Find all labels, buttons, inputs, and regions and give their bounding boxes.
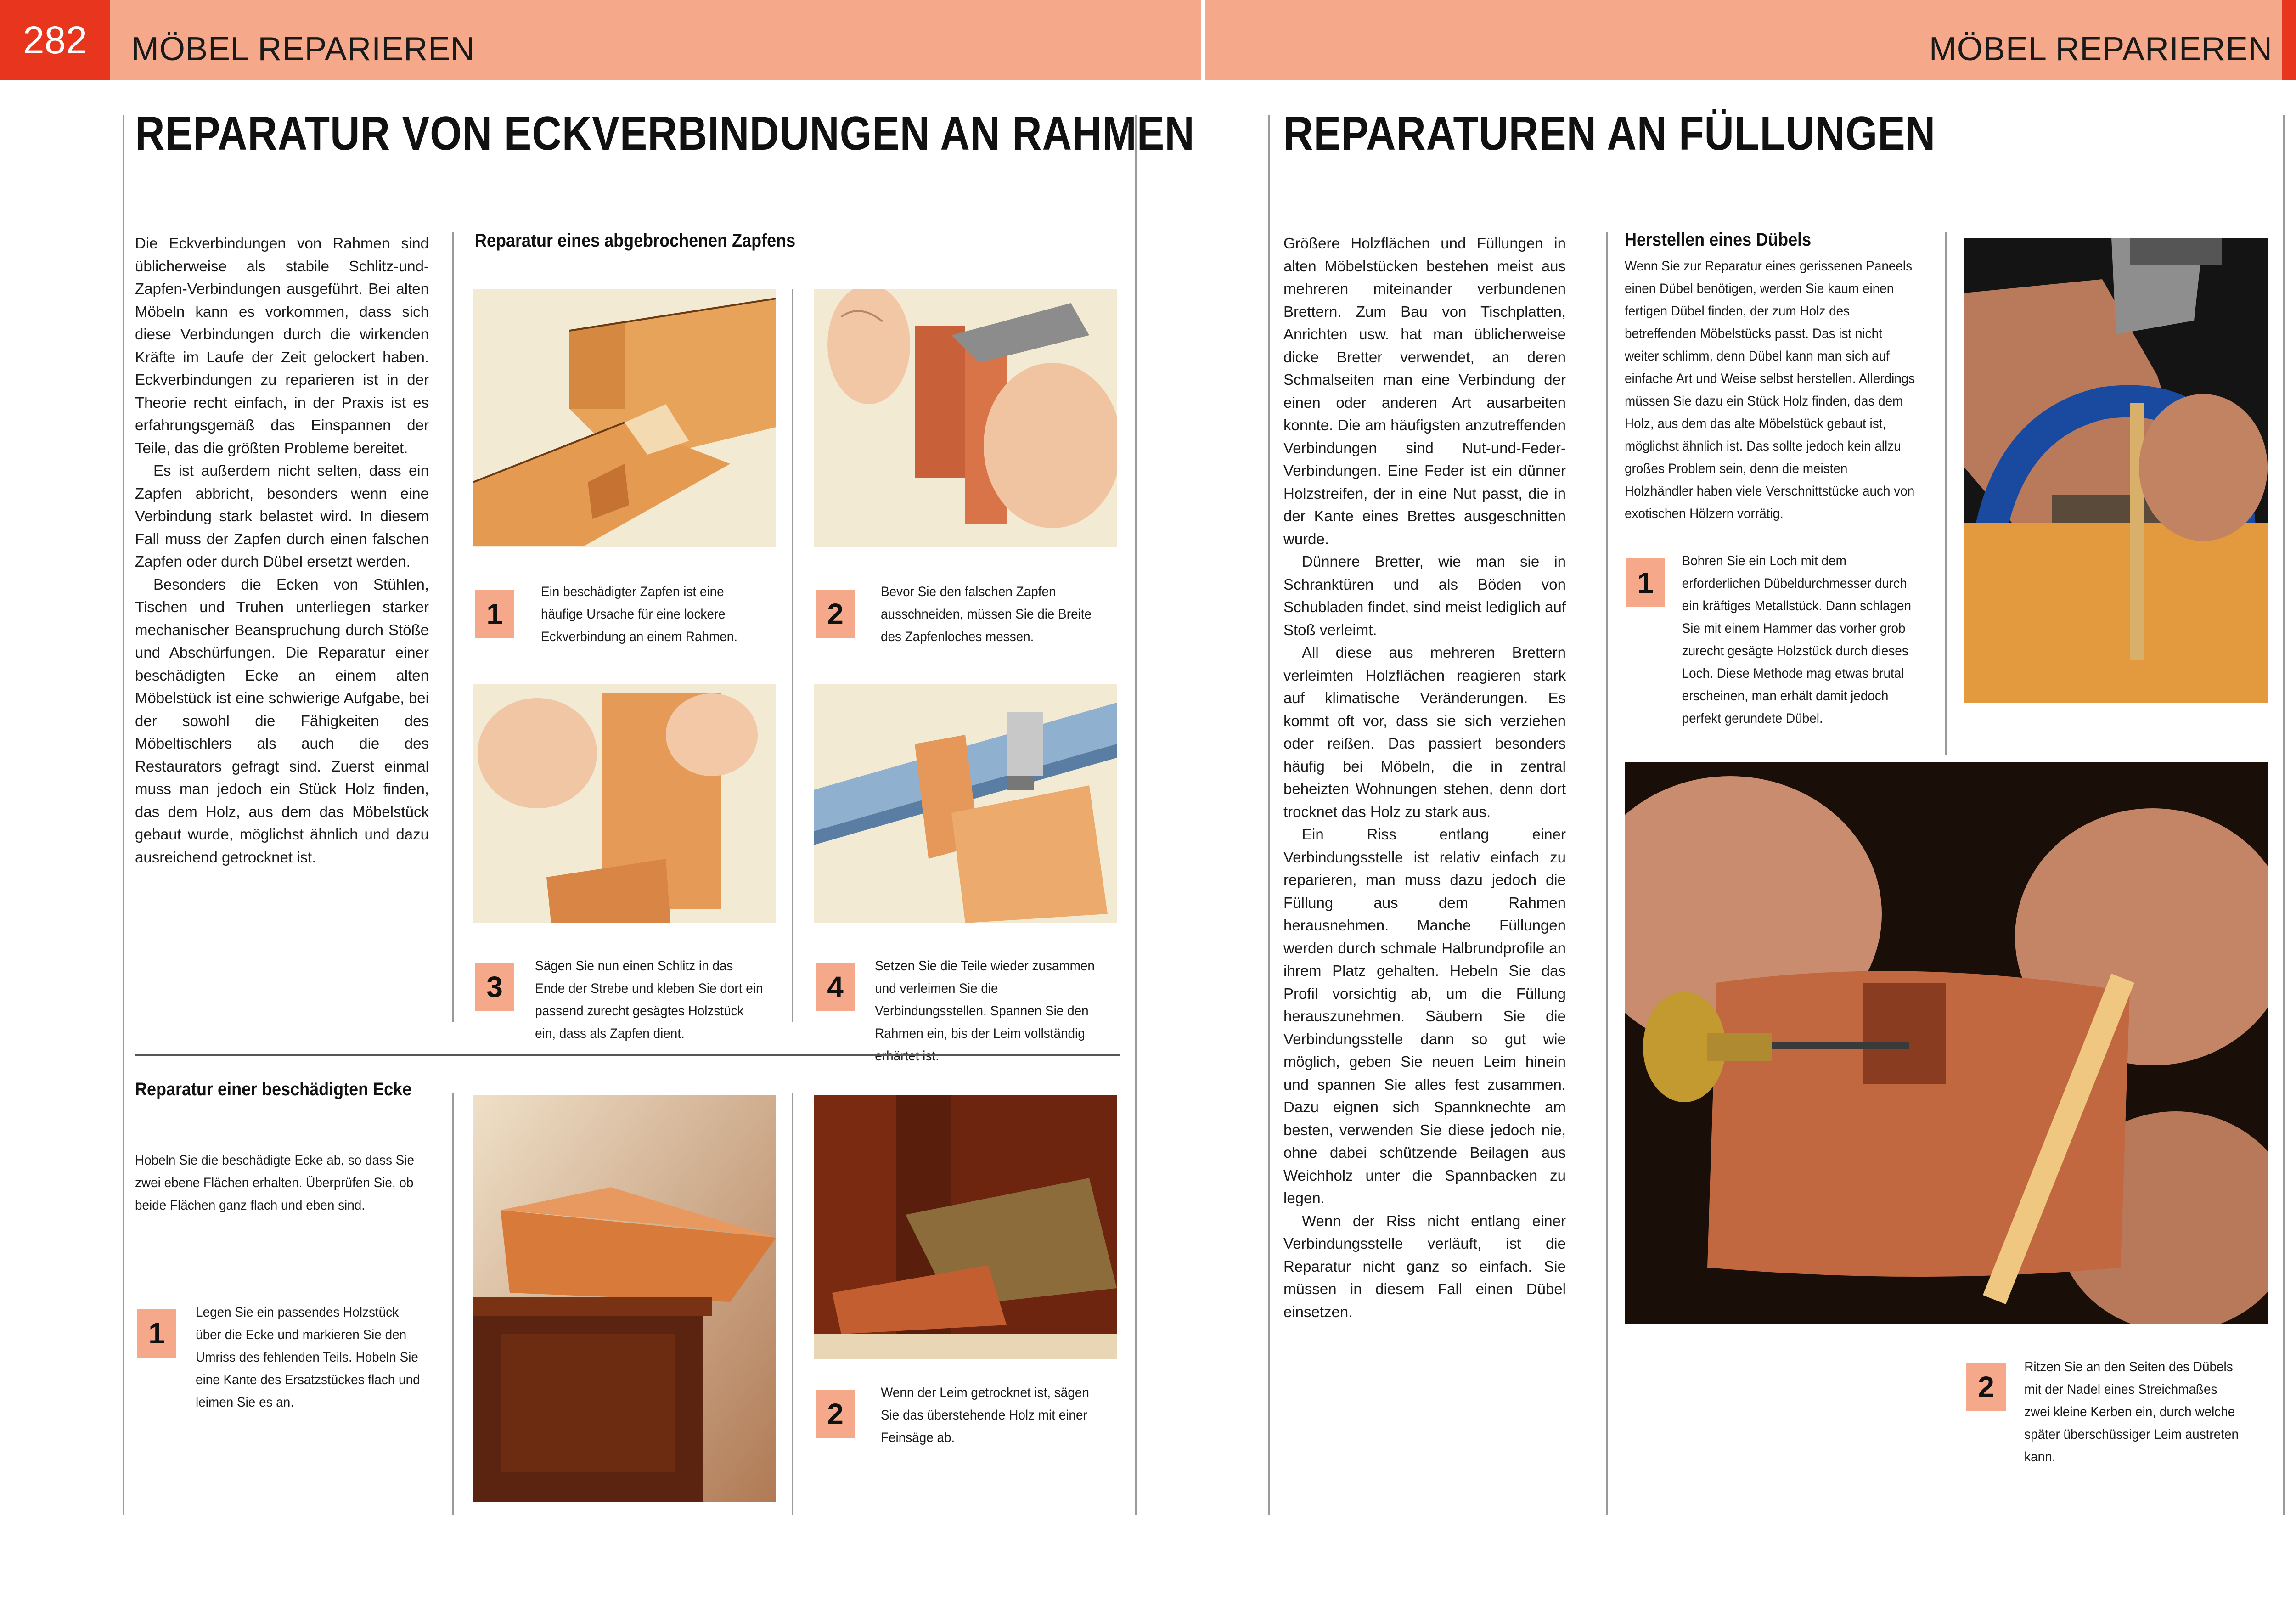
step-badge: 4	[816, 963, 855, 1011]
paragraph: Besonders die Ecken von Stühlen, Tischen und Truhen unterliegen starker mechanischer Beanspruchung durch Stöße und Abschürfungen. Die Reparatur einer beschädigten Ecke an einem alten Möbelstück ist eine schwierige Aufgabe, bei der sowohl die Fähigkeiten des Möbeltischlers als auch die des Restaurators gefragt sind. Zuerst einmal muss man jedoch ein Stück Holz finden, das dem Holz, aus dem das Möbelstück gebaut wurde, möglichst ähnlich und dazu ausreichend getrocknet ist.	[135, 575, 429, 866]
paragraph: All diese aus mehreren Brettern verleimten Holzflächen reagieren stark auf klimatische Veränderungen. Es kommt oft vor, dass sie sich verziehen oder reißen. Das passiert besonders häufig bei Möbeln, die in zentral beheizten Wohnungen stehen, denn dort trocknet das Holz zu stark aus.	[1283, 644, 1566, 820]
left-intro-text	[135, 232, 429, 868]
tenon-step-4-text: Setzen Sie die Teile wieder zusammen und verleimen Sie die Verbindungsstellen. Spannen Sie den Rahmen ein, bis der Leim vollständig	[875, 958, 1095, 1041]
dowel-section-heading: Herstellen eines Dübels	[1625, 230, 1812, 250]
photo-saw-excess	[814, 1095, 1117, 1359]
corner-step-2-caption: Wenn der Leim getrocknet ist, sägen Sie das überstehende Holz mit einer Feinsäge ab.	[881, 1385, 1089, 1445]
left-page-title: REPARATUR VON ECKVERBINDUNGEN AN RAHMEN	[135, 107, 1195, 160]
paragraph: Ein Riss entlang einer Verbindungsstelle ist relativ einfach zu reparieren, man muss dazu jedoch die Füllung aus dem Rahmen herausnehmen. Manche Füllungen werden durch schmale Halbrundprofile an ihrem Platz gehalten. Hebeln Sie das Profil vorsichtig ab, um die Füllung herauszunehmen. Säubern Sie die Verbindungsstelle dann so gut wie möglich, geben Sie neuen Leim hinein und spannen Sie alles fest zusammen. Dazu eignen sich Spannknechte am besten, verwenden Sie diese jedoch nie, ohne dabei schützende Beilagen aus Weichholz unter die Spannbacken zu legen.	[1283, 826, 1566, 1206]
tenon-step-3-caption	[456, 955, 764, 1045]
corner-intro-text: Hobeln Sie die beschädigte Ecke ab, so dass Sie zwei ebene Flächen erhalten. Überprüfen Sie, ob beide Flächen ganz flach und eben sind.	[135, 1153, 414, 1213]
left-page-gutter-rule	[1135, 115, 1137, 1515]
section-title-right: MÖBEL REPARIEREN	[1929, 31, 2273, 68]
column-rule	[1945, 232, 1947, 755]
photo-marking-gauge	[1625, 762, 2268, 1324]
column-rule	[1606, 232, 1608, 1515]
column-rule	[792, 289, 793, 1022]
step-badge: 1	[137, 1309, 176, 1358]
column-rule	[452, 1093, 454, 1515]
column-rule	[452, 232, 454, 1022]
step-badge: 2	[816, 590, 855, 638]
step-badge: 2	[1966, 1363, 2006, 1411]
left-page-outer-rule	[123, 115, 124, 1515]
right-page-outer-rule	[2283, 115, 2285, 1515]
dowel-intro-text: Wenn Sie zur Reparatur eines gerissenen Paneels einen Dübel benötigen, werden Sie kaum einen fertigen Dübel finden, der zum Holz des betreffenden Möbelstücks passt. Das ist nicht weiter schlimm, denn Dübel kann man sich auf einfache Art und Weise selbst herstellen. Allerdings müssen Sie dazu ein Stück Holz finden, das dem Holz, aus dem das alte Möbelstück gebaut ist, möglichst ähnlich ist. Das sollte jedoch kein allzu großes Problem sein, denn die meisten Holzhändler haben viele Verschnittstücke auch von exotischen Hölzern vorrätig.	[1625, 259, 1915, 521]
page-number-right	[2282, 0, 2296, 80]
step-badge: 3	[475, 963, 514, 1011]
dowel-step-2-text: Ritzen Sie an den Seiten des Dübels mit der Nadel eines Streichmaßes zwei kleine Kerben ein, durch welche später überschüssiger Leim austreten kann.	[2024, 1359, 2239, 1465]
tenon-section-heading: Reparatur eines abgebrochenen Zapfens	[475, 231, 796, 251]
dowel-step-2-caption	[1964, 1356, 2246, 1468]
step-badge: 1	[475, 590, 514, 638]
paragraph: Dünnere Bretter, wie man sie in Schranktüren und als Böden von Schubladen findet, sind meist lediglich auf Stoß verleimt.	[1283, 553, 1566, 638]
column-rule	[792, 1093, 793, 1515]
paragraph: Wenn der Riss nicht entlang einer Verbindungsstelle verläuft, ist die Reparatur nicht ganz so einfach. Sie müssen in diesem Fall einen Dübel einsetzen.	[1283, 1212, 1566, 1320]
right-page-gutter-rule	[1268, 115, 1270, 1515]
right-page-title: REPARATUREN AN FÜLLUNGEN	[1283, 107, 1936, 160]
section-divider	[135, 1054, 1120, 1056]
corner-step-1-caption	[135, 1301, 425, 1414]
step-badge: 2	[816, 1390, 855, 1438]
tenon-step-1-caption: Ein beschädigter Zapfen ist eine häufige Ursache für eine lockere Eckverbindung an einem Rahmen.	[541, 584, 738, 644]
corner-section-heading: Reparatur einer beschädigten Ecke	[135, 1079, 412, 1099]
illustration-broken-tenon	[473, 289, 776, 547]
photo-mark-corner	[473, 1095, 776, 1502]
illustration-clamp-frame	[814, 684, 1117, 923]
tenon-step-4-caption	[797, 955, 1105, 1067]
paragraph: Größere Holzflächen und Füllungen in alten Möbelstücken bestehen meist aus mehreren miteinander verbundenen Brettern. Zum Bau von Tischplatten, Anrichten usw. hat man üblicherweise dicke Bretter verwendet, an deren Schmalseiten man eine Verbindung der einen oder anderen Art ausarbeiten konnte. Die am häufigsten anzutreffenden Verbindungen sind Nut-und-Feder-Verbindungen. Eine Feder ist ein dünner Holzstreifen, der in eine Nut passt, die in der Kante eines Brettes ausgeschnitten wurde.	[1283, 235, 1566, 547]
tenon-step-3-text: Sägen Sie nun einen Schlitz in das Ende der Strebe und kleben Sie dort ein passend zurecht gesägtes Holzstück ein, dass als Zapfen dient.	[535, 958, 763, 1041]
photo-hammer-dowel	[1964, 238, 2268, 703]
right-main-text	[1283, 232, 1566, 1323]
page-number-left: 282	[0, 0, 110, 80]
section-title-left: MÖBEL REPARIEREN	[131, 31, 475, 68]
tenon-step-2-caption: Bevor Sie den falschen Zapfen ausschneiden, müssen Sie die Breite des Zapfenloches messen.	[881, 584, 1092, 644]
illustration-glue-slot	[473, 684, 776, 923]
step-badge: 1	[1626, 558, 1665, 607]
corner-step-1-text: Legen Sie ein passendes Holzstück über die Ecke und markieren Sie den Umriss des fehlenden Teils. Hobeln Sie eine Kante des Ersatzstückes flach und leimen Sie es an.	[196, 1305, 420, 1410]
illustration-measure-mortise	[814, 289, 1117, 547]
paragraph: Die Eckverbindungen von Rahmen sind üblicherweise als stabile Schlitz-und-Zapfen-Verbindungen ausgeführt. Bei alten Möbeln kann es vorkommen, dass sich diese Verbindungen durch die wirkenden Kräfte im Laufe der Zeit gelockert haben. Eckverbindungen zu reparieren ist in der Theorie recht einfach, in der Praxis ist es erfahrungsgemäß das Einspannen der Teile, das die größten Probleme bereitet.	[135, 235, 429, 456]
dowel-step-1-caption	[1625, 550, 1919, 730]
dowel-step-1-text: Bohren Sie ein Loch mit dem erforderlichen Dübeldurchmesser durch ein kräftiges Metallstück. Dann schlagen Sie mit einem Hammer das vorher grob zurecht gesägte Holzstück durch dieses Loch. Diese Methode mag etwas brutal erscheinen, man erhält damit jedoch perfekt gerundete Dübel.	[1682, 553, 1911, 726]
paragraph: Es ist außerdem nicht selten, dass ein Zapfen abbricht, besonders wenn eine Verbindung stark belastet wird. In diesem Fall muss der Zapfen durch einen falschen Zapfen oder durch Dübel ersetzt werden.	[135, 462, 429, 570]
